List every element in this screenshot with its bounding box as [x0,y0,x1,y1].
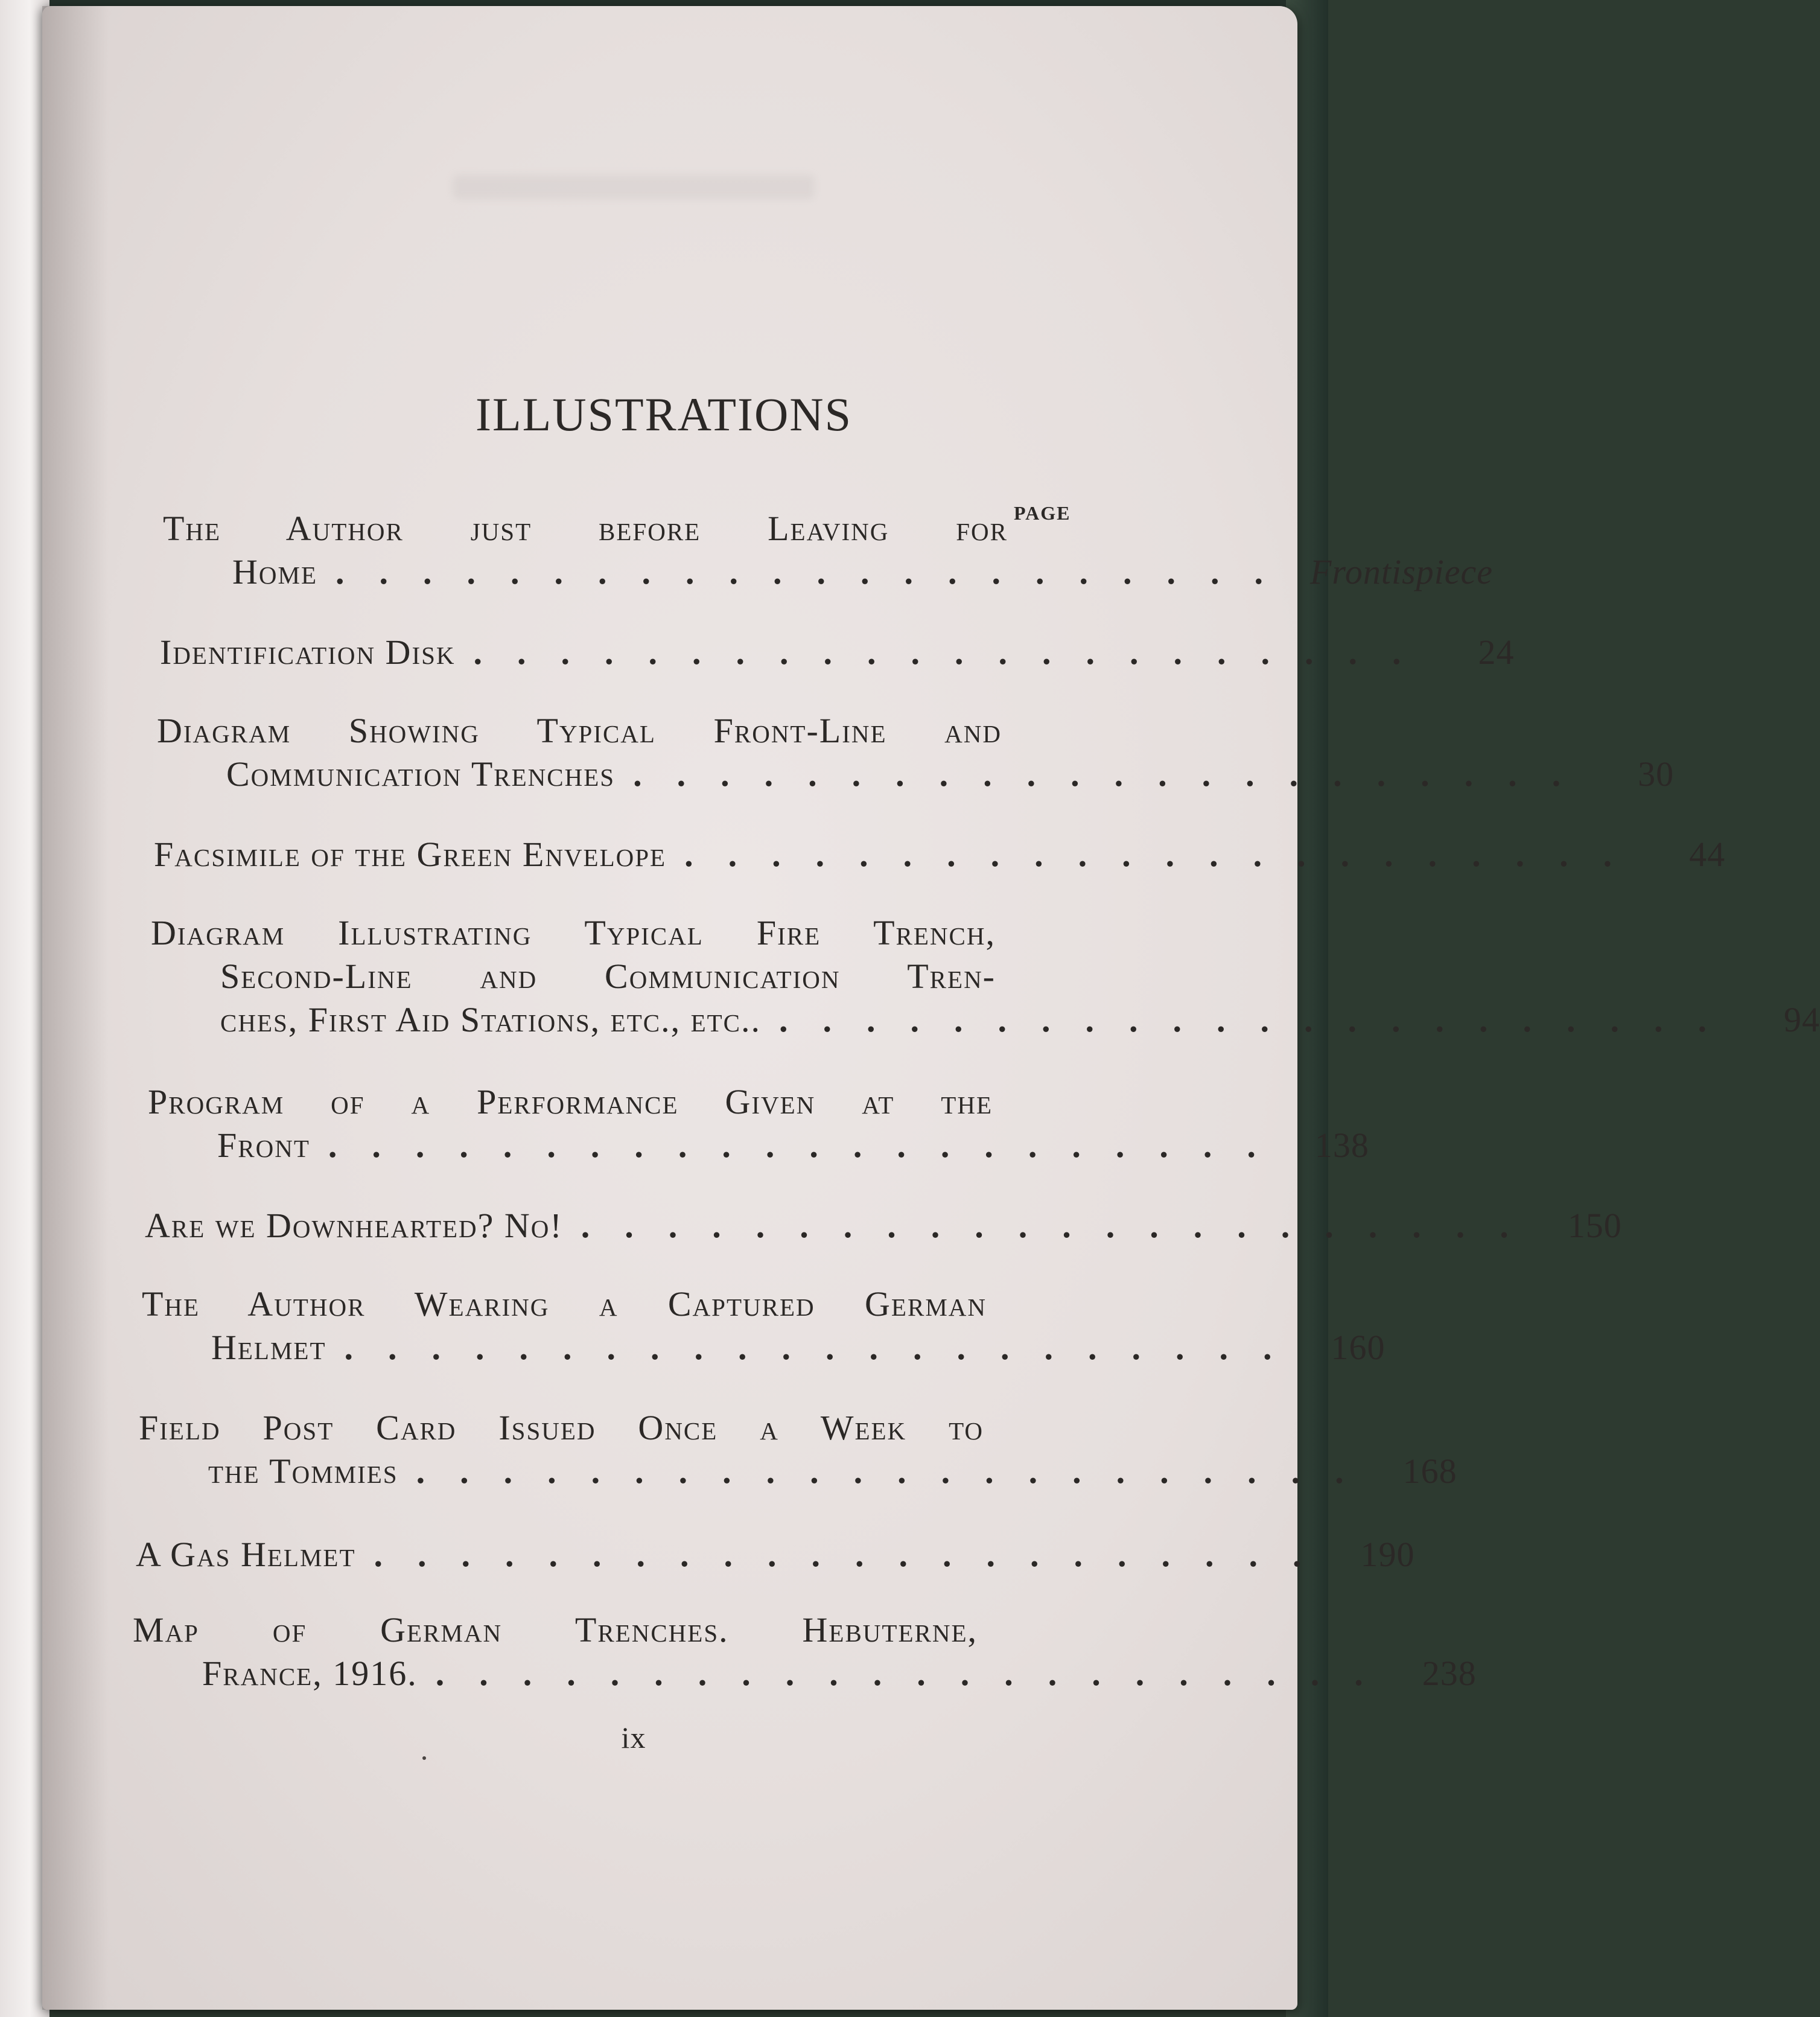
entry-page-number: Frontispiece [1310,552,1493,591]
entry-page-number: 190 [1360,1535,1415,1574]
entry-title-line: Facsimile of the Green Envelope [154,835,667,874]
page-folio: ix [621,1721,646,1754]
illustration-entry [160,631,1515,674]
illustration-entry [133,1608,1477,1695]
entry-title-line: Map of German Trenches. Hebuterne, [133,1610,978,1649]
entry-title-line: Field Post Card Issued Once a Week to [139,1408,984,1447]
entry-page-number: 30 [1638,754,1675,794]
entry-title-line: ches, First Aid Stations, etc., etc.. [220,1000,762,1039]
page-column-label: PAGE [1014,502,1071,524]
entry-title-line: Diagram Showing Typical Front-Line and [157,711,1002,750]
entry-title-line: Communication Trenches [226,754,616,794]
dot-leader: ...................... [416,1451,1379,1491]
illustration-entry [157,709,1675,796]
dot-leader: ...................... [344,1328,1307,1367]
entry-title-line: Diagram Illustrating Typical Fire Trench, [151,913,996,952]
dot-leader: ...................... [684,835,1647,874]
illustration-entry [148,1080,1369,1167]
dot-leader: ...................... [435,1654,1398,1693]
entry-page-number: 238 [1422,1654,1477,1693]
paper-speck [422,1756,426,1760]
entry-title-line: A Gas Helmet [136,1535,356,1574]
entry-title-line: Program of a Performance Given at the [148,1082,993,1121]
entry-title-line: Home [232,552,317,591]
dot-leader: ...................... [336,552,1298,591]
illustration-entry [163,507,1493,594]
entry-title-line: Second-Line and Communication Tren- [220,957,996,996]
page-title: ILLUSTRATIONS [476,388,852,441]
show-through-text [453,175,815,199]
entry-title-line: Identification Disk [160,633,456,672]
entry-page-number: 168 [1402,1451,1457,1491]
entry-title-line: Front [217,1126,310,1165]
entry-title-line: Are we Downhearted? No! [145,1206,563,1245]
entry-page-number: 24 [1478,633,1515,672]
illustration-entry [139,1406,1457,1493]
dot-leader: ...................... [633,754,1596,794]
illustration-entry [142,1283,1386,1369]
entry-title-line: The Author Wearing a Captured German [142,1284,987,1324]
entry-title-line: France, 1916. [202,1654,418,1693]
dot-leader: ...................... [328,1126,1291,1165]
illustration-entry [136,1533,1415,1576]
entry-title-line: Helmet [211,1328,326,1367]
gutter-shadow [42,6,109,2010]
dot-leader: ...................... [581,1206,1544,1245]
entry-title-line: the Tommies [208,1451,398,1491]
entry-page-number: 160 [1331,1328,1386,1367]
illustration-entry [145,1204,1622,1247]
dot-leader: ...................... [374,1535,1337,1574]
entry-title-line: The Author just before Leaving for [163,509,1008,548]
entry-page-number: 138 [1314,1126,1369,1165]
entry-page-number: 94 [1784,1000,1820,1039]
illustration-entry [154,833,1726,876]
dot-leader: ...................... [779,1000,1742,1039]
book-page [42,6,1820,2010]
entry-page-number: 44 [1689,835,1726,874]
dot-leader: ...................... [473,633,1436,672]
entry-page-number: 150 [1567,1206,1622,1245]
illustration-entry [151,911,1820,1042]
